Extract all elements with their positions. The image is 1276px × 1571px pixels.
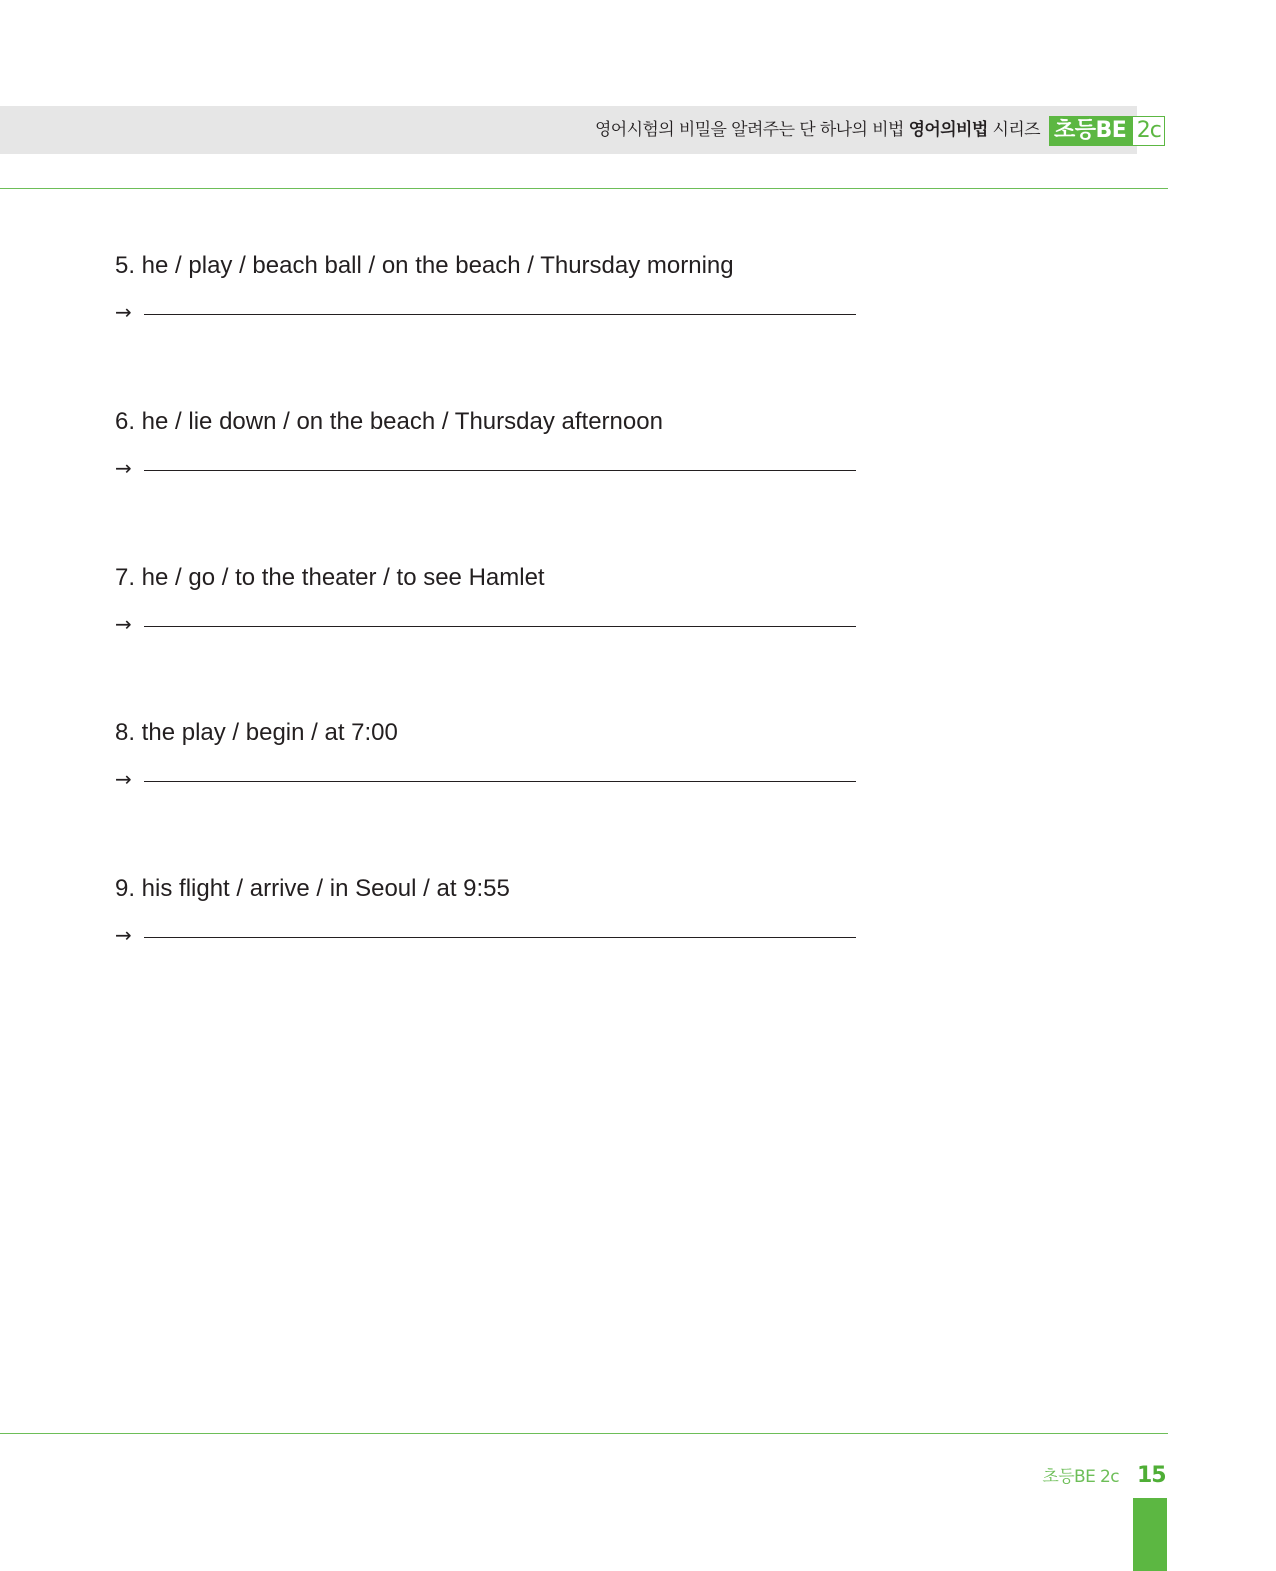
exercise-5 (115, 251, 875, 324)
book-badge (1049, 116, 1165, 146)
answer-row (115, 922, 856, 952)
series-tagline (595, 118, 1040, 142)
arrow-icon: → (115, 767, 132, 791)
header-rule (0, 188, 1168, 189)
series-suffix: 시리즈 (992, 120, 1040, 140)
series-name: 영어의비법 (908, 120, 988, 140)
exercise-prompt: 6. he / lie down / on the beach / Thursday afternoon (115, 408, 663, 435)
badge-title: 초등BE (1049, 116, 1132, 146)
answer-input[interactable] (144, 766, 856, 782)
arrow-icon: → (115, 612, 132, 636)
answer-input[interactable] (144, 611, 856, 627)
arrow-icon: → (115, 923, 132, 947)
answer-row (115, 455, 856, 485)
arrow-icon: → (115, 456, 132, 480)
footer-book-label: 초등BE 2c (1042, 1467, 1119, 1487)
answer-input[interactable] (144, 922, 856, 938)
exercise-prompt: 5. he / play / beach ball / on the beach / Thursday morning (115, 252, 734, 279)
arrow-icon: → (115, 300, 132, 324)
exercise-prompt: 7. he / go / to the theater / to see Hamlet (115, 564, 545, 591)
exercise-6 (115, 407, 875, 480)
answer-row (115, 611, 856, 641)
answer-input[interactable] (144, 299, 856, 315)
answer-row (115, 766, 856, 796)
page-tab (1133, 1498, 1167, 1571)
exercise-8 (115, 718, 875, 791)
tagline-text: 영어시험의 비밀을 알려주는 단 하나의 비법 (594, 120, 904, 140)
exercise-7 (115, 563, 875, 636)
answer-input[interactable] (144, 455, 856, 471)
badge-level: 2c (1132, 116, 1165, 146)
page-number: 15 (1137, 1463, 1166, 1488)
footer-rule (0, 1433, 1168, 1434)
exercise-9 (115, 874, 875, 947)
exercise-prompt: 8. the play / begin / at 7:00 (115, 719, 398, 746)
exercise-prompt: 9. his flight / arrive / in Seoul / at 9:55 (115, 875, 510, 902)
answer-row (115, 299, 856, 329)
